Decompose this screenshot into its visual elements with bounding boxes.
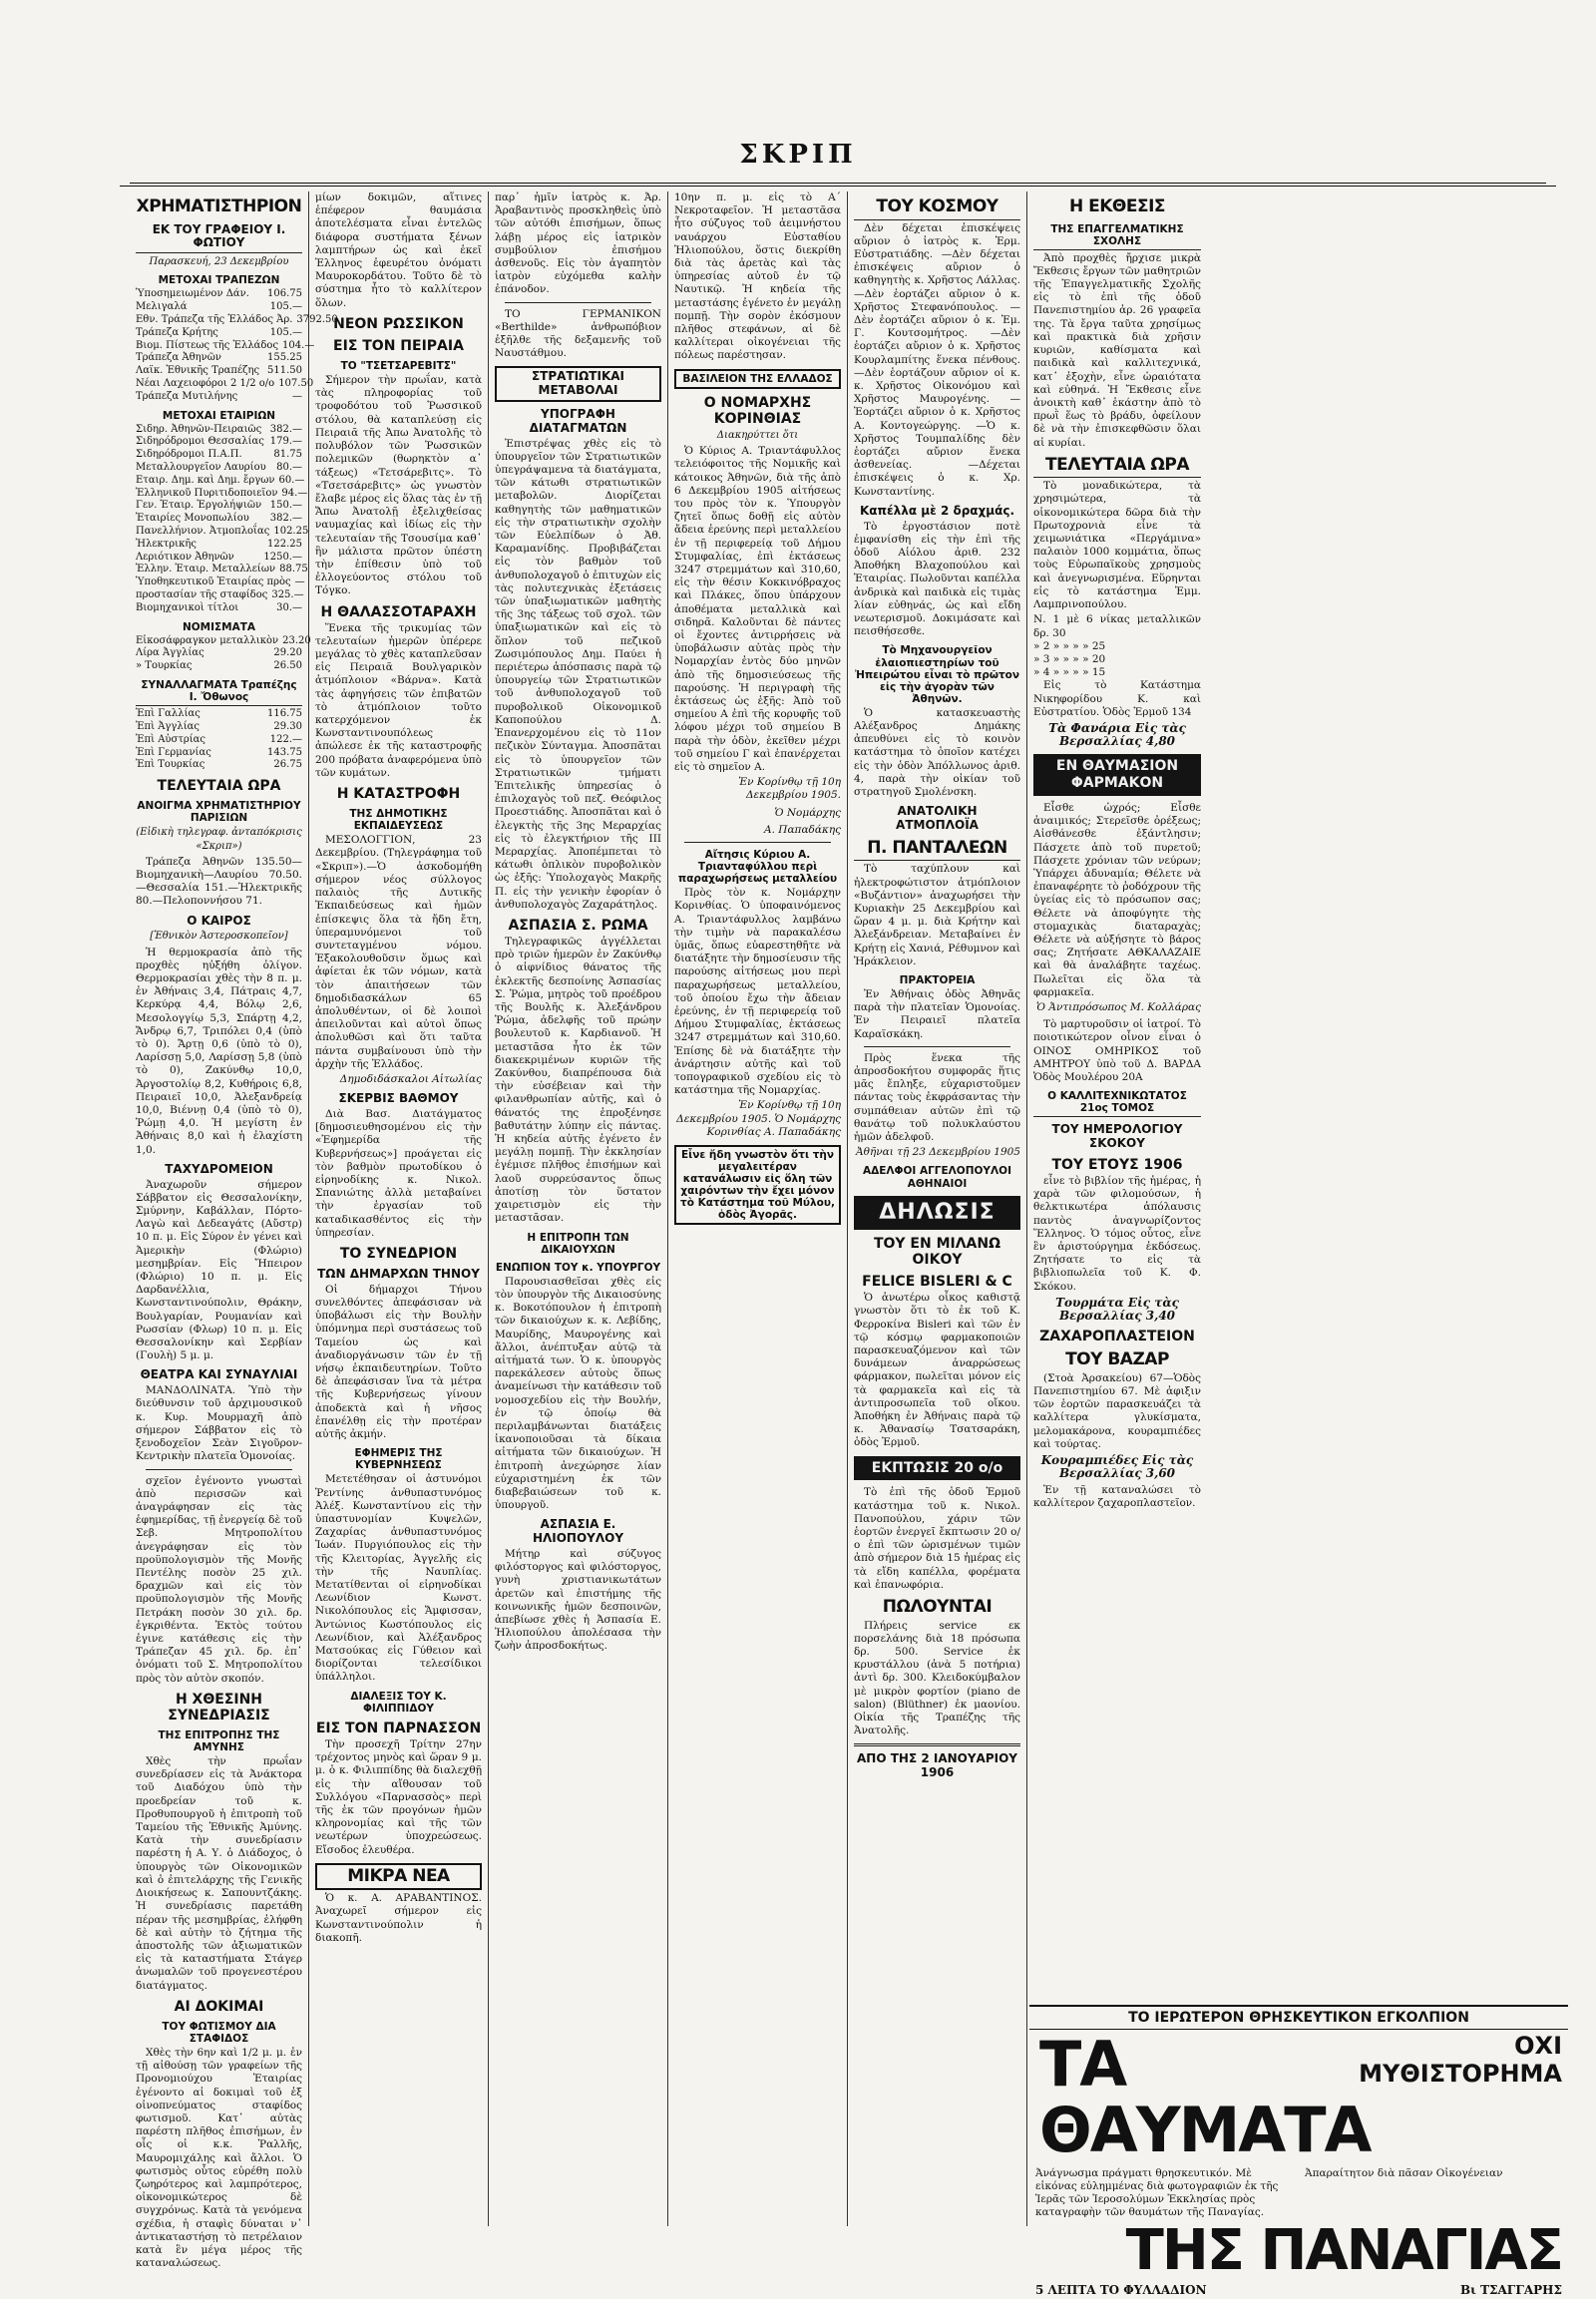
declaration-title: ΔΗΛΩΣΙΣ [854, 1196, 1020, 1230]
company-share-row [136, 564, 308, 576]
military-text: Ἐπιστρέψας χθὲς εἰς τὸ ὑπουργεῖον τῶν Στρατιωτικῶν ὑπεγράψαμενα τὰ διατάγματα, τῶν κάτωθι στρατιωτικῶν μεταβολῶν. Διορίζεται καθηγητὴς τῶν μαθηματικῶν εἰς τὴν στρατιωτικὴν σχολὴν τῶν Εὐελπίδων ὁ Ἀθ. Καραμανίδης. Προβιβάζεται εἰς τὸν βαθμὸν τοῦ ἀνθυπολοχαγοῦ ὁ ἐπιτυχὼν εἰς τὰς πολυτεχνικὰς ἐξετάσεις τῶν ὑπαξιωματικῶν μαθητὴς τῆς 3ης τάξεως τοῦ σχολ. τῶν ὑπαξιωματικῶν καὶ εἰς τὸ ὅπλον τοῦ πεζικοῦ Ζωσιμόπουλος Δημ. Παύει ἡ περιέτερω ἀπόσπασις παρὰ τῷ ὑπουργείῳ τῶν Στρατιωτικῶν τοῦ ἀνθυπολοχαγοῦ τοῦ πυροβολικοῦ Οἰκονομικοῦ Καποπούλου Δ. Ἐπανερχομένου εἰς τὸ 11ον πεζικὸν Σύνταγμα. Ἀποσπᾶται εἰς τὸ ὑπουργεῖον τῶν Στρατιωτικῶν τμήματι Ἐπιτελικῆς ὑπηρεσίας ὁ ἐπιλοχαγὸς τοῦ πεζ. Θεόφιλος Προεστιάδης. Ἀποσπᾶται καὶ ὁ ἐλεγκτὴς τῆς 3ης Μεραρχίας εἰς τὸ ἐλεγκτήριον τῆς ΙΙΙ Μεραρχίας. Ἀποπέμπεται τὸ κάτωθι ὁπλικὸν πυροβολικὸν ὡς ἑξῆς: Ὑπολοχαγὸς Μακρῆς Π. εἰς τὴν γενικὴν ἐφορίαν ὁ ἀνθυπολοχαγὸς Ζαχαράτηλος. [495, 437, 661, 911]
stock-exchange-source: ΕΚ ΤΟΥ ΓΡΑΦΕΙΟΥ Ι. ΦΩΤΙΟΥ [136, 223, 302, 254]
bank-share-value: 3792.50 [296, 314, 338, 325]
company-share-label: Ἑλληνικοῦ Πυριτιδοποιεῖον [136, 487, 278, 499]
miracles-ad-left [1029, 2028, 1371, 2166]
miracles-ad-foot [1029, 2281, 1568, 2299]
shipping-company: Π. ΠΑΝΤΑΛΕΩΝ [854, 839, 1020, 862]
divider [684, 842, 831, 843]
bank-share-label: Ὑποσημειωμένον Δάν. [136, 288, 249, 300]
bank-share-row [136, 365, 302, 378]
coin-row [136, 647, 302, 660]
column-5 [848, 192, 1027, 2226]
bank-share-row [136, 352, 302, 365]
prefect-sig-title: Ὁ Νομάρχης [774, 806, 841, 819]
committee-title: Η ΕΠΙΤΡΟΠΗ ΤΩΝ ΔΙΚΑΙΟΥΧΩΝ [527, 1231, 629, 1256]
medicine-title: ΕΝ ΘΑΥΜΑΣΙΟΝ ΦΑΡΜΑΚΟΝ [1033, 754, 1201, 796]
company-share-row [136, 513, 302, 526]
lecture-title: ΔΙΑΛΕΞΙΣ ΤΟΥ Κ. ΦΙΛΙΠΠΙΔΟΥ [350, 1690, 447, 1715]
small-news-title: ΜΙΚΡΑ ΝΕΑ [315, 1863, 482, 1891]
masthead-rule-thin [120, 186, 1556, 187]
company-share-label: Ἑταιρίες Μονοπωλίου [136, 513, 249, 525]
bank-share-row [136, 339, 315, 353]
prefect-subtitle: Διακηρύττει ὅτι [716, 429, 799, 441]
hats-title: Καπέλλα μὲ 2 δραχμάς. [859, 503, 1015, 518]
school-text: ΜΕΣΟΛΟΓΓΙΟΝ, 23 Δεκεμβρίου. (Τηλεγράφημα τοῦ «Σκριπ»).—Ὁ ἀσκοδομήθη σήμερον νέος σύλλογος παλαιὸς τῆς Δυτικῆς Ἐκπαιδεύσεως καὶ ἡμῶν ἐπίσκεψις ὅλα τὰ ἤδη ἔτη, ὑπεραμυνόμενοι τοῦ συντεταγμένου νόμου. Ἐξακολουθοῦσιν ὅμως καὶ ἀφίεται ἐκ τῶν νόμων, κατὰ τὸν ἀπαιτήσεων τῶν δημοδιδασκάλων 65 ἀπολυθέντων, οἱ δὲ λοιποὶ ἀπειλοῦνται καὶ αὐτοὶ ὅπως ἀπολυθῶσι καὶ ὅτι ταῦτα πάντα συμβαίνουσι ὑπὸ τὴν ἀρχὴν τῆς Ἑλλάδος. [315, 834, 482, 1070]
gazette-text: Μετετέθησαν οἱ ἀστυνόμοι Ῥεντίνης ἀνθυπαστυνόμος Ἀλέξ. Κωνσταντίνου εἰς τὴν ὑπαστυνομίαν Κυψελῶν, Ζαχαρίας ἀνθυπαστυνόμος Ἰωάν. Πυργιόπουλος εἰς τὴν τῆς Κλειτορίας, Ἀγγελῆς εἰς τὴν τῆς Ναυπλίας. Μετατίθενται οἱ εἰρηνοδίκαι Λεωνίδιον Κωνστ. Νικολόπουλος εἰς Ἄμφισσαν, Ἀντώνιος Κωστόπουλος εἰς Λεωνίδιον, καὶ Ἀλέξανδρος Ματσούκας εἰς Γύθειον καὶ διορίζονται τελεσίδικοι ὑπάλληλοι. [315, 1473, 482, 1684]
bazaar-subtitle: ΤΟΥ ΒΑΖΑΡ [1065, 1349, 1169, 1370]
coin-value: 23.20 [282, 634, 311, 646]
bank-shares-table [136, 288, 338, 403]
thanks-date: Ἀθῆναι τῇ 23 Δεκεμβρίου 1905 [856, 1146, 1020, 1159]
declaration-subtitle: ΤΟΥ ΕΝ ΜΙΛΑΝΩ ΟΙΚΟΥ [873, 1235, 1001, 1269]
prefect-place: Ἐν Κορίνθῳ τῇ 10η Δεκεμβρίου 1905. [738, 776, 841, 802]
mine-request-text: Πρὸς τὸν κ. Νομάρχην Κορινθίας. Ὁ ὑποφαινόμενος Α. Τριαντάφυλλος λαμβάνω τὴν τιμὴν νὰ παρακαλέσω ὑμᾶς, ὅπως εὐαρεστηθῆτε νὰ διατάξητε τὴν δημοσίευσιν τῆς παρούσης αἰτήσεως μου περὶ παραχωρήσεως μεταλλείου, τοῦ ὁποίου ἔχω τὴν ἄδειαν ἐρεύνης, ἐν τῇ περιφερείᾳ τοῦ Δήμου Στυμφαλίας, ἐκτάσεως 3247 στρεμμάτων καὶ 310,60. Ἐπίσης δὲ νὰ διατάξητε τὴν ἀνάρτησιν αὐτῆς καὶ τοῦ τοπογραφικοῦ σχεδίου εἰς τὸ κατάστημα τῆς Νομαρχίας. [674, 887, 841, 1097]
russian-ship-text: Σήμερον τὴν πρωΐαν, κατὰ τὰς πληροφορίας τοῦ τροφοδότου τοῦ Ῥωσσικοῦ στόλου, θὰ καταπλεύσῃ εἰς Πειραιᾶ τῆς Ἀπω Ἀνατολῆς τὸ πολυβόλον τῶν Ῥωσσικῶν πολεμικῶν (θωρηκτὸν α᾿ τάξεως) «Τετσάρεβιτς». Τὸ «Τσετσάρεβιτς» ὡς γνωστὸν ἔλαβε μέρος εἰς ὅλας τὰς ἐν τῇ Ἄπω Ἀνατολῇ ἐξελιχθείσας ναυμαχίας καὶ ἰδίως εἰς τὴν τελευταίαν τῆς Τσουσίμα καθ᾿ ἣν μάλιστα πρῶτον ὑπέστη τὴν ἐπίθεσιν ὑπὸ τοῦ ἐλλογεύοντος στόλου τοῦ Τόγκο. [315, 374, 482, 597]
fx-value: 26.75 [273, 759, 302, 771]
weather-source: [Ἐθνικὸν Ἀστεροσκοπεῖον] [150, 931, 288, 943]
company-share-value: 122.25 [267, 538, 302, 550]
fx-value: 143.75 [267, 746, 302, 758]
bank-share-row [136, 314, 338, 327]
lottery-line: » 4 » » » » 15 [1033, 666, 1106, 679]
coin-label: Λίρα Ἀγγλίας [136, 647, 204, 659]
bazaar-note: Ἐν τῇ καταναλώσει τὸ καλλίτερον ζαχαροπλαστεῖον. [1033, 1483, 1201, 1509]
miracles-ad-publisher: Βι ΤΣΑΓΓΑΡΗΣ [1459, 2283, 1562, 2297]
funeral-text: 10ην π. μ. εἰς τὸ Α΄ Νεκροταφεῖον. Ἡ μεταστᾶσα ἦτο σύζυγος τοῦ ἀειμνήστου ναυάρχου Εὐσταθίου Ἠλιοπούλου, ὅστις διεκρίθη διὰ τὰς ἀρετὰς καὶ τὰς ὑπηρεσίας αὐτοῦ ἐν τῷ Ναυτικῷ. Ἡ κηδεία τῆς μεταστάσης ἐγένετο ἐν μεγάλῃ πομπῇ. Τὴν σορὸν ἐκόσμουν πλῆθος στεφάνων, αἱ δὲ καλλίτεραι οἰκογένειαι τῆς πόλεως παρέστησαν. [674, 192, 841, 362]
bank-share-label: Νέαι Λαχειοφόροι 2 1/2 ο/ο [136, 377, 275, 389]
company-share-label: Λεριότικον Ἀθηνῶν [136, 551, 234, 563]
company-share-row [136, 474, 305, 488]
bank-share-row [136, 327, 302, 340]
fx-label: Ἐπὶ Γερμανίας [136, 746, 211, 758]
hats-text: Τὸ ἐργοστάσιον ποτὲ ἐμφανίσθη εἰς τὴν ἐπὶ τῆς ὁδοῦ Αἰόλου ἀριθ. 232 Ἀποθήκη Βλαχοπούλου καὶ Ἑταιρίας. Πωλοῦνται καπέλλα ἀνδρικὰ καὶ παιδικὰ εἰς τιμὰς λίαν εὐθηνάς, ὡς καὶ εἴδη νεωτερισμοῦ. Δοκιμάσατε καὶ πεισθήσεσθε. [854, 520, 1020, 638]
calendar-text: εἶνε τὸ βιβλίον τῆς ἡμέρας, ἡ χαρὰ τῶν φιλομούσων, ἡ θελκτικωτέρα ἀπόλαυσις παντὸς ἀναγνωρίζοντος Ἕλληνος. Ὁ τόμος οὗτος, εἶνε ἓν ἀριστούργημα ἐκδόσεως. Ζητήσατε το εἰς τὰ βιβλιοπωλεῖα τοῦ Κ. Φ. Σκόκου. [1033, 1175, 1201, 1293]
last-hour-ad-title: ΤΕΛΕΥΤΑΙΑ ΩΡΑ [1033, 456, 1201, 479]
military-title: ΣΤΡΑΤΙΩΤΙΚΑΙ ΜΕΤΑΒΟΛΑΙ [495, 366, 661, 402]
calendar-year: ΤΟΥ ΕΤΟΥΣ 1906 [1051, 1156, 1183, 1173]
for-sale-text: Πλήρεις service εκ πορσελάνης διὰ 18 πρόσωπα δρ. 500. Service ἐκ κρυστάλλου (ἀνὰ 5 ποτήρια) ἀντὶ δρ. 300. Κλειδοκύμβαλον μὲ μικρὸν φορτίον (piano de salon) (Blüthner) ἐκ μαονίου. Οἰκία τῆς Τραπέζης τῆς Ἀνατολῆς. [854, 1619, 1020, 1737]
bank-share-row [136, 288, 302, 301]
medicine-sig: Ὁ Ἀντιπρόσωπος Μ. Κολλάρας [1036, 1000, 1201, 1013]
paris-exchange-title: ΑΝΟΙΓΜΑ ΧΡΗΜΑΤΙΣΤΗΡΙΟΥ ΠΑΡΙΣΙΩΝ [137, 800, 301, 825]
company-share-label: Μεταλλουργεῖον Λαυρίου [136, 462, 266, 474]
company-share-label: Σιδηρ. Ἀθηνῶν-Πειραιῶς [136, 423, 262, 435]
small-news-text: Ὁ κ. Α. ΑΡΑΒΑΝΤΙΝΟΣ. Ἀναχωρεῖ σήμερον εἰς Κωνσταντινούπολιν ἡ διακοπῆ. [315, 1892, 482, 1944]
paris-exchange-text: Τράπεζα Ἀθηνῶν 135.50—Βιομηχανικὴ—Λαυρίου 70.50.—Θεσσαλία 151.—Ἠλεκτρικῆς 80.—Πελοποννήσου 71. [136, 855, 302, 908]
stock-exchange-title: ΧΡΗΜΑΤΙΣΤΗΡΙΟΝ [136, 196, 302, 216]
miracles-ad-right [1299, 2030, 1568, 2165]
company-share-row [136, 487, 308, 501]
company-share-value: 102.25 [273, 526, 309, 538]
raisin-title: ΑΙ ΔΟΚΙΜΑΙ [174, 1998, 264, 2015]
fx-label: Ἐπὶ Γαλλίας [136, 708, 200, 720]
company-share-value: 88.75 [279, 564, 308, 575]
council-subtitle: ΤΩΝ ΔΗΜΑΡΧΩΝ ΤΗΝΟΥ [317, 1267, 480, 1282]
defense-text: Χθὲς τὴν πρωΐαν συνεδρίασεν εἰς τὰ Ἀνάκτορα τοῦ Διαδόχου ὑπὸ τὴν προεδρείαν τοῦ κ. Προθυπουργοῦ ἡ ἐπιτροπὴ τοῦ Ταμείου τῆς Ἐθνικῆς Ἀμύνης. Κατὰ τὴν συνεδρίασιν παρέστη ἡ Α. Υ. ὁ Διάδοχος, ὁ ὑπουργὸς τῶν Οἰκονομικῶν καὶ ὁ ἐπιτελάρχης τῆς Γενικῆς Διοικήσεως κ. Σαπουντζάκης. Ἡ συνεδρίασις παρετάθη πέραν τῆς μεσημβρίας, ἐλήφθη δὲ καὶ αὐτὴν τὸ ζήτημα τῆς ἀποστολῆς τῶν ἀξιωματικῶν εἰς τὰ καταστήματα Στάγερ ἀνωμαλῶν τοῦ προγενεστέρου διατάγματος. [136, 1755, 302, 1992]
company-share-row [136, 526, 309, 539]
society-text: Δὲν δέχεται ἐπισκέψεις αὔριον ὁ ἰατρὸς κ. Ἑρμ. Εὐστρατιάδης. —Δὲν δέχεται ἐπισκέψεις αὔριον ὁ καθηγητὴς κ. Χρῆστος Λάλλας. —Δὲν ἑορτάζει αὔριον ὁ κ. Χρῆστος Στεφανόπουλος. —Δὲν ἑορτάζει αὔριον ὁ κ. Ἐμ. Γ. Κουτσομήτρος. —Δὲν ἑορτάζει αὔριον ὁ κ. Χρῆστος Κουρλαμπίτης ἕνεκα πένθους. —Δὲν ἑορτάζουν αὔριον οἱ κ. κ. Χρῆστος Οἰκονόμου καὶ Χρῆστος Μαυρογένης. —Ἑορτάζει αὔριον ὁ κ. Χρῆστος Α. Κοντογεώργης. —Ὁ κ. Χρῆστος Τουμπαλίδης δὲν ἑορτάζει αὔριον ἕνεκα ἀσθενείας. —Δέχεται ἐπισκέψεις ὁ κ. Χρ. Κωνσταντίνης. [854, 221, 1020, 498]
raisin-text: Χθὲς τὴν 6ην καὶ 1/2 μ. μ. ἐν τῇ αἰθούσῃ τῶν γραφείων τῆς Προνομιούχου Ἑταιρίας ἐγένοντο αἱ δοκιμαὶ τοῦ ἐξ οἰνοπνεύματος σταφίδος φωτισμοῦ. Κατ᾿ αὐτὰς παρέστη πλῆθος ἐπισήμων, ἐν οἷς οἱ κ.κ. Ῥαλλῆς, Μαυρομιχάλης καὶ ἄλλοι. Ὁ φωτισμὸς οὗτος εὐρέθη πολὺ ζωηρότερος καὶ λαμπρότερος, οἰκονομικώτερος δὲ συγχρόνως. Κατὰ τὰ γενόμενα σχέδια, ἡ σταφὶς δύναται ν᾿ ἀντικαταστήσῃ τὸ πετρέλαιον κατὰ ἓν μέγα μέρος τῆς καταναλώσεως. [136, 2046, 302, 2270]
company-share-value: 30.— [276, 601, 302, 613]
council-text: Οἱ δήμαρχοι Τήνου συνελθόντες ἀπεφάσισαν νὰ ὑποβάλωσι εἰς τὴν Βουλὴν ὑπόμνημα περὶ συστάσεως τοῦ Ταμείου ὡς καὶ ἀναδιοργάνωσιν τῶν ἐν τῇ νήσῳ ἐκπαιδευτηρίων. Τοῦτο δὲ ἀπεφάσισαν ἵνα τὰ μέτρα τῆς Κυβερνήσεως γίνουν ἀποδεκτὰ καὶ ἡ νῆσος ἐπανέλθῃ εἰς τὴν προτέραν αὐτῆς ἀκμήν. [315, 1283, 482, 1441]
miracles-advertisement [1029, 2005, 1568, 2297]
lamp-text: μίων δοκιμῶν, αἵτινες ἐπέφερον θαυμάσια ἀποτελέσματα εἶναι ἐντελῶς διάφορα συστήματα ξένων λαμπτήρων ὡς καὶ ἐκεῖ Ἐλληνος ἐφευρέτου ὀνόματι Μαυροκορδάτου. Τοῦτο δὲ τὸ σύστημα ἦτο τὸ καλλίτερον ὅλων. [315, 192, 482, 309]
prefect-text: Ὁ Κύριος Α. Τριαντάφυλλος τελειόφοιτος τῆς Νομικῆς καὶ κάτοικος Ἀθηνῶν, διὰ τῆς ἀπὸ 6 Δεκεμβρίου 1905 αἰτήσεως του πρὸς τὸν κ. Ὑπουργὸν ζητεῖ ὅπως δοθῇ εἰς αὐτὸν ἄδεια ἐρεύνης περὶ μεταλλείου ἐν τῇ περιφερείᾳ τοῦ Δήμου Στυμφαλίας, ἐπὶ ἐκτάσεως 3247 στρεμμάτων καὶ 310,60, εἰς τὴν θέσιν Κοκκινόβραχος καὶ Πλάκες, ὅπου ὑπάρχουν ἀποθέματα μεταλλικὰ καὶ σιδηρᾶ. Καλοῦνται δὲ πάντες οἱ ἔχοντες ἀντιρρήσεις νὰ ὑποβάλωσιν αὐτὰς πρὸς τὴν Νομαρχίαν ἐντὸς δύο μηνῶν ἀπὸ τῆς δημοσιεύσεως τῆς παρούσης. Ἡ περιγραφὴ τῆς ἐκτάσεως ὡς ἑξῆς: Ἀπὸ τοῦ σημείου Α ἐπὶ τῆς κορυφῆς τοῦ λόφου μέχρι τοῦ σημείου Β παρὰ τὴν ὁδὸν, ἐκεῖθεν μέχρι τοῦ σημείου Γ καὶ ἐπανέρχεται εἰς τὸ σημεῖον Α. [674, 445, 841, 773]
defense-title: Η ΧΘΕΣΙΝΗ ΣΥΝΕΔΡΙΑΣΙΣ [168, 1691, 270, 1724]
company-share-value: 94.— [281, 487, 308, 499]
mail-title: ΤΑΧΥΔΡΟΜΕΙΟΝ [165, 1161, 273, 1176]
pastry-price-2: Κουραμπιέδες Εἰς τὰς Βερσαλλίας 3,60 [1040, 1453, 1194, 1481]
company-shares-heading: ΜΕΤΟΧΑΙ ΕΤΑΙΡΙΩΝ [162, 409, 276, 422]
divider [146, 1469, 292, 1470]
mill-box: Εἶνε ἤδη γνωστὸν ὅτι τὴν μεγαλειτέραν κατανάλωσιν εἰς ὅλη τῶν χαιρόντων τὴν ἔχει μόνον τὸ Κατάστημα τοῦ Μύλου, ὁδὸς Ἀγορᾶς. [674, 1145, 841, 1225]
exhibition-subtitle: ΤΗΣ ΕΠΑΓΓΕΛΜΑΤΙΚΗΣ ΣΧΟΛΗΣ [1033, 223, 1201, 250]
lottery-list [1033, 613, 1201, 679]
bank-share-value: — [292, 390, 302, 402]
column-2 [309, 192, 489, 2226]
pastry-price-1: Τουρμάτα Εἰς τὰς Βερσαλλίας 3,40 [1055, 1295, 1179, 1324]
fx-label: Ἐπὶ Ἀγγλίας [136, 720, 200, 732]
bank-shares-heading: ΜΕΤΟΧΑΙ ΤΡΑΠΕΖΩΝ [158, 274, 280, 287]
thanks-text: Πρὸς ἕνεκα τῆς ἀπροσδοκήτου συμφορᾶς ἥτις μᾶς ἔπληξε, εὐχαριστοῦμεν πάντας τοὺς ἐκφράσαντας τὴν συμπάθειαν αὐτῶν ἐπὶ τῷ θανάτῳ τοῦ πολυκλαύστου ἡμῶν ἀδελφοῦ. [854, 1051, 1020, 1144]
bank-share-label: Βιομ. Πίστεως τῆς Ἑλλάδος [136, 339, 279, 351]
discount-title: ΕΚΠΤΩΣΙΣ 20 ο/ο [854, 1456, 1020, 1481]
coin-value: 26.50 [273, 660, 302, 672]
bank-share-label: Τράπεζα Ἀθηνῶν [136, 352, 221, 364]
fx-row [136, 734, 302, 747]
donation-text: σχεῖον ἐγένοντο γνωσταὶ ἀπὸ περισσῶν καὶ ἀναγράφησαν εἰς τὰς ἐφημερίδας, τῇ ἐνεργείᾳ δὲ τοῦ Σεβ. Μητροπολίτου ἀνεγράφησαν εἰς τὸν προϋπολογισμὸν τῆς Μονῆς Πεντέλης ποσὸν 25 χιλ. δραχμῶν καὶ εἰς τὸν προϋπολογισμὸν τῆς Μονῆς Πετράκη ποσὸν 30 χιλ. δρ. ἐγκριθέντα. Ἐκτὸς τούτου ἐγινε κατάθεσις εἰς τὴν Τράπεζαν 45 χιλ. δρ. ἐπ᾿ ὀνόματι τοῦ Σ. Μητροπολίτου πρὸς τὸν αὐτὸν σκοπόν. [136, 1474, 302, 1685]
stock-exchange-date: Παρασκευή, 23 Δεκεμβρίου [149, 256, 289, 268]
promotion-text: Διὰ Βασ. Διατάγματος [δημοσιευθησομένου εἰς τὴν «Ἐφημερίδα τῆς Κυβερνήσεως»] προάγεται εἰς τὸν βαθμὸν πρωτοδίκου ὁ εἰρηνοδίκης κ. Νικολ. Σπανιώτης ἀλλὰ μεταβαίνει τὴν ἐργασίαν τοῦ καταδικασθέντος εἰς τὴν ὑπηρεσίαν. [315, 1107, 482, 1239]
bank-share-value: 155.25 [267, 352, 302, 364]
fx-heading: ΣΥΝΑΛΛΑΓΜΑΤΑ Τραπέζης Ι. Ὄθωνος [136, 679, 302, 706]
miracles-ad-big-left: ΤΑ ΘΑΥΜΑΤΑ [1039, 2028, 1371, 2166]
company-share-value: 179.— [269, 436, 302, 448]
paris-exchange-note: (Εἰδικὴ τηλεγραφ. ἀνταπόκρισις «Σκριπ») [136, 827, 302, 852]
bank-share-label: Λαϊκ. Ἐθνικῆς Τραπέζης [136, 365, 260, 377]
thanks-signature: ΑΔΕΛΦΟΙ ΑΓΓΕΛΟΠΟΥΛΟΙ ΑΘΗΝΑΙΟΙ [863, 1165, 1011, 1190]
coin-label: » Τουρκίας [136, 660, 193, 672]
bank-share-label: Τράπεζα Κρήτης [136, 326, 218, 338]
workshop-text: Ὁ κατασκευαστὴς Αλέξανδρος Δημάκης ἀπευθύνει εἰς τὸ κοινὸν κατάστημα τὸ ὁποῖον κατέχει εἰς τὴν ὁδὸν Ἀπόλλωνος ἀριθ. 4, παρὰ τὴν οἰκίαν τοῦ στρατηγοῦ Σμολένσκη. [854, 706, 1020, 798]
company-share-row [136, 576, 305, 589]
company-share-label: Γεν. Ἑταιρ. Ἐργολήψιῶν [136, 500, 262, 512]
bank-share-label: Εθν. Τράπεζα τῆς Ἑλλάδος Ἀρ. [136, 314, 293, 325]
workshop-title: Τὸ Μηχανουργεῖον ἐλαιοπιεστηρίων τοῦ Ἠπειρώτου εἶναι τὸ πρῶτον εἰς τὴν ἀγορὰν τῶν Ἀθηνῶν. [854, 644, 1020, 705]
column-4 [668, 192, 848, 2226]
divider [864, 1046, 1010, 1047]
school-title: Η ΚΑΤΑΣΤΡΟΦΗ [336, 786, 461, 803]
coin-row [136, 660, 302, 673]
exhibition-title: Η ΕΚΘΕΣΙΣ [1068, 196, 1166, 216]
bank-share-value: 105.— [269, 301, 302, 313]
company-share-row [136, 436, 302, 449]
miracles-ad-top: ΤΟ ΙΕΡΩΤΕΡΟΝ ΘΡΗΣΚΕΥΤΙΚΟΝ ΕΓΚΟΛΠΙΟΝ [1029, 2007, 1568, 2030]
company-share-value: 382.— [269, 513, 302, 525]
miracles-ad-left-text: Ἀνάγνωσμα πράγματι θρησκευτικόν. Μὲ εἰκόνας εὐλημμένας διὰ φωτογραφιῶν ἐκ τῆς Ἱερᾶς τῶν Ἱεροσολύμων Ἐκκλησίας πρὸς καταγραφὴν τῶν θαυμάτων τῆς Παναγίας. [1035, 2167, 1279, 2218]
promotion-title: ΣΚΕΡΒΙΣ ΒΑΘΜΟΥ [338, 1091, 459, 1106]
company-share-label: Σιδηρόδρομοι Π.Α.Π. [136, 449, 242, 461]
lottery-line: Ν. 1 μὲ 6 νίκας μεταλλικῶν δρ. 30 [1033, 613, 1201, 639]
committee-text: Παρουσιασθεῖσαι χθὲς εἰς τὸν ὑπουργὸν τῆς Δικαιοσύνης κ. Βοκοτόπουλον ἡ ἐπιτροπὴ τῶν δικαιούχων κ. κ. Λεβίδης, Μαυρίδης, Μαυρογένης καὶ ἄλλοι, ἀνέπτυξαν αὐτῷ τὰ αἰτήματά των. Ὁ κ. ὑπουργὸς παρεκάλεσεν αὐτοὺς ὅπως ἀναμείνωσι τὴν κατάθεσιν τοῦ νομοσχεδίου εἰς τὴν Βουλήν, ἐν τῷ ὁποίῳ θὰ περιλαμβάνωνται διατάξεις ἱκανοποιοῦσαι τὰ δίκαια αἰτήματα τῶν δικαιούχων. Ἡ ἐπιτροπὴ ἀνεχώρησε λίαν εὐχαριστημένη ἐκ τῶν διαβεβαιώσεων τοῦ κ. ὑπουργοῦ. [495, 1275, 661, 1512]
company-share-row [136, 449, 302, 462]
last-hour-ad-text: Τὸ μοναδικώτερα, τὰ χρησιμώτερα, τὰ οἰκονομικώτερα δῶρα διὰ τὴν Πρωτοχρονιὰ εἶνε τὰ χειμωνιάτικα «Περγάμινα» παλαιὸν 1000 κομμάτια, ὅπως τοὺς Εὐρωπαϊκοὺς χρησμοὺς καὶ ἀνεγνωρισμένα. Εὕρηνται εἰς τὸ κατάστημα Ἐμμ. Λαμπρινοπούλου. [1033, 480, 1201, 611]
school-signature: Δημοδιδάσκαλοι Αἰτωλίας [339, 1072, 482, 1085]
bank-share-value: 511.50 [267, 365, 302, 377]
aspasia-iliopoulou-text: Μήτηρ καὶ σύζυγος φιλόστοργος καὶ φιλόστοργος, γυνὴ χριστιανικωτάτων ἀρετῶν καὶ ἐπιστήμης τῆς κοινωνικῆς ἡμῶν δεσποινῶν, ἀπεβίωσε χθὲς ἡ Ἀσπασία Ε. Ἠλιοπούλου ἀπολέσασα τὴν ζωὴν ἀπροσδοκήτως. [495, 1547, 661, 1653]
bank-share-row [136, 391, 302, 404]
fx-label: Ἐπὶ Τουρκίας [136, 759, 205, 771]
calendar-title: Ο ΚΑΛΛΙΤΕΧΝΙΚΩΤΑΤΟΣ 21ος ΤΟΜΟΣ [1033, 1090, 1201, 1117]
masthead-title: ΣΚΡΙΠ [739, 140, 857, 170]
aspasia-roma-title: ΑΣΠΑΣΙΑ Σ. ΡΩΜΑ [508, 917, 648, 934]
defense-subtitle: ΤΗΣ ΕΠΙΤΡΟΠΗΣ ΤΗΣ ΑΜΥΝΗΣ [158, 1728, 280, 1753]
company-share-label: Ἑλλην. Ἑταιρ. Μεταλλείων [136, 564, 276, 575]
discount-text: Τὸ ἐπὶ τῆς ὁδοῦ Ἑρμοῦ κατάστημα τοῦ κ. Νικολ. Πανοπούλου, χάριν τῶν ἑορτῶν ἐνεργεῖ ἔκπτωσιν 20 ο/ο ἐπὶ τῶν ὡρισμένων τιμῶν ἀπὸ σήμερον διὰ 15 ἡμέρας εἰς τὰ εἴδη καπέλλα, φορέματα καὶ ἐπανωφόρια. [854, 1486, 1020, 1591]
medicine-text: Εἶσθε ὠχρός; Εἶσθε ἀναιμικός; Στερεῖσθε ὀρέξεως; Αἰσθάνεσθε ἐξάντλησιν; Πάσχετε ἀπὸ τοῦ πυρετοῦ; Πάσχετε χρόνιαν τῶν νεύρων; Ὑπάρχει ἀδυναμία; Θέλετε νὰ ἐπαναφέρητε τὸ ῥοδόχρουν τῆς ὑγείας εἰς τὸ πρόσωπον σας; Θέλετε νὰ ἀποφύγητε τὴς στομαχικὰς διαταραχὰς; Θέλετε νὰ αὐξήσητε τὸ βάρος σας; Ζητήσατε ΑΘΚΑΛΑΖΑΙΕ καὶ θὰ ἀναλάβητε ταχέως. Πωλεῖται εἰς ὅλα τὰ φαρμακεῖα. [1033, 801, 1201, 998]
miracles-ad-row-2 [1029, 2165, 1568, 2221]
company-share-label: Ἠλεκτρικῆς [136, 538, 197, 550]
last-hour-title: ΤΕΛΕΥΤΑΙΑ ΩΡΑ [157, 778, 281, 795]
fx-row [136, 721, 302, 734]
company-share-value: 81.75 [273, 449, 302, 461]
company-share-label: Σιδηρόδρομοι Θεσσαλίας [136, 436, 264, 448]
company-share-value: 80.— [276, 462, 302, 474]
company-share-label: Πανελλήνιον. Ἀτμοπλοΐας [136, 526, 270, 538]
column-3 [489, 192, 668, 2226]
miracles-ad-row [1029, 2030, 1568, 2165]
aspasia-roma-text: Τηλεγραφικῶς ἀγγέλλεται πρὸ τριῶν ἡμερῶν ἐν Ζακύνθῳ ὁ αἰφνίδιος θάνατος τῆς ἐκλεκτῆς δεσποίνης Ἀσπασίας Σ. Ῥώμα, μητρὸς τοῦ προέδρου τῆς Βουλῆς κ. Ἀλεξάνδρου Ῥώμα, ἀδελφῆς τοῦ πρώην βουλευτοῦ κ. Καρδιανοῦ. Ἡ μεταστᾶσα ἦτο ἐκ τῶν διακεκριμένων κυριῶν τῆς Ζακύνθου, διαπρέπουσα διὰ τὴν εὐσέβειαν καὶ τὴν φιλανθρωπίαν αὐτῆς, καὶ ὁ θάνατός της ἐπροξένησε βαθυτάτην λύπην εἰς πάντας. Ἡ κηδεία αὐτῆς ἐγένετο ἐν μεγάλῃ πομπῇ. Τὴν ἐκκλησίαν ἐγέμισε πλῆθος ἐπισήμων καὶ λαοῦ συρρεύσαντος ὅπως ἀποτίσῃ τὸν ὕστατον χαιρετισμὸν εἰς τὴν μεταστᾶσαν. [495, 936, 661, 1225]
calendar-subtitle: ΤΟΥ ΗΜΕΡΟΛΟΓΙΟΥ ΣΚΟΚΟΥ [1051, 1122, 1183, 1151]
company-share-value: 382.— [269, 423, 302, 435]
company-share-value: 60.— [278, 474, 305, 486]
fx-row [136, 747, 302, 760]
wine-text: Τὸ μαρτυροῦσιν οἱ ἰατροί. Τὸ ποιοτικώτερον οἶνον εἶναι ὁ ΟΙΝΟΣ ΟΜΗΡΙΚΟΣ τοῦ ΑΜΗΤΡΟΥ ὑπὸ τοῦ Δ. ΒΑΡΔΑ Ὁδὸς Μουλέρου 20Α [1033, 1018, 1201, 1083]
shipping-text: Τὸ ταχύπλουν καὶ ἠλεκτροφώτιστον ἀτμόπλοιον «Βυζάντιον» ἀναχωρήσει τὴν Κυριακὴν 25 Δεκεμβρίου καὶ ὥραν 4 μ. μ. διὰ Κρήτην καὶ Ἀλεξάνδρειαν. Μεταβαίνει ἐν Κρήτῃ εἰς Χανιά, Ρέθυμνον καὶ Ἡράκλειον. [854, 863, 1020, 967]
kingdom-title: ΒΑΣΙΛΕΙΟΝ ΤΗΣ ΕΛΛΑΔΟΣ [674, 369, 841, 389]
lecture-subtitle: ΕΙΣ ΤΟΝ ΠΑΡΝΑΣΣΟΝ [315, 1720, 482, 1736]
company-share-label: προστασίαν τῆς σταφίδος [136, 589, 268, 600]
declaration-text: Ὁ ἀνωτέρω οἶκος καθιστᾷ γνωστὸν ὅτι τὸ ἐκ τοῦ Κ. Φερροκίνα Bisleri καὶ τῶν ἐν τῷ κόσμῳ φαρμακοποιῶν παρασκευαζόμενον καὶ τῶν δυνάμεων ἀναρρώσεως φάρμακον, πωλεῖται μόνον εἰς τὰ φαρμακεῖα καὶ εἰς τὰ ἀντιπροσωπεῖα τοῦ οἴκου. Ἀποθήκη ἐν Ἀθήναις παρὰ τῷ κ. Ἀθανασίῳ Τσατσαράκη, ὁδὸς Ἑρμοῦ. [854, 1292, 1020, 1449]
miracles-ad-big-right: ΤΗΣ ΠΑΝΑΓΙΑΣ [1125, 2218, 1562, 2283]
german-ship-text: ΤΟ ΓΕΡΜΑΝΙΚΟΝ «Berthilde» ἀνθρωπόβιον ἐξῆλθε τῆς δεξαμενῆς τοῦ Ναυστάθμου. [495, 307, 661, 360]
bank-share-value: 105.— [269, 326, 302, 338]
agency-title: ΠΡΑΚΤΟΡΕΙΑ [899, 973, 976, 986]
coins-table [136, 634, 311, 673]
coin-value: 29.20 [273, 647, 302, 659]
storm-title: Η ΘΑΛΑΣΣΟΤΑΡΑΧΗ [320, 603, 477, 620]
coin-row [136, 634, 311, 648]
mail-text: Ἀναχωροῦν σήμερον Σάββατον εἰς Θεσσαλονίκην, Σμύρνην, Καβάλλαν, Πόρτο-Λαγὼ καὶ Δεδεαγάτς (Αὔστρ) 10 π. μ. Εἰς Σύρον ἐν γένει καὶ Ἀμερικὴν (Φλώριο) μεσημβρίαν. Εἰς Ἤπειρον (Φλώριο) 10 π. μ. Εἰς Δαρδανέλλια, Κωνσταντινούπολιν, Θράκην, Βουλγαρίαν, Ρουμανίαν καὶ Ρωσσίαν (Φλωρ) 10 π. μ. Εἰς Θεσσαλονίκην καὶ Σερβίαν (Γουλὴ) 5 μ. μ. [136, 1178, 302, 1362]
company-share-value: 150.— [269, 500, 302, 512]
committee-subtitle: ΕΝΩΠΙΟΝ ΤΟΥ κ. ΥΠΟΥΡΓΟΥ [495, 1261, 661, 1274]
bank-share-label: Τράπεζα Μυτιλήνης [136, 390, 238, 402]
company-share-label: Ὑποθηκευτικοῦ Ἑταιρίας πρὸς [136, 576, 291, 588]
january-banner: ΑΠΟ ΤΗΣ 2 ΙΑΝΟΥΑΡΙΟΥ 1906 [857, 1751, 1017, 1780]
doctor-text: παρ᾿ ἡμῖν ἰατρὸς κ. Ἀρ. Ἀραβαντινὸς προσκληθεὶς ὑπὸ τῶν αὐτόθι ἐπισήμων, ὅπως λάβῃ μέρος εἰς ἰατρικὸν συμβούλιον ἐπισήμου ἀσθενοῦς. Εἰς τὸν ἀγαπητὸν ἰατρὸν εὐχόμεθα καλὴν ἐπάνοδον. [495, 192, 661, 296]
fx-value: 116.75 [267, 708, 302, 720]
bank-share-row [136, 301, 302, 314]
company-share-row [136, 552, 302, 565]
coin-label: Εἰκοσάφραγκον μεταλλικὸν [136, 634, 279, 646]
lanterns-price: Τὰ Φανάρια Εἰς τὰς Βερσαλλίας 4,80 [1048, 720, 1186, 749]
storm-text: Ἕνεκα τῆς τρικυμίας τῶν τελευταίων ἡμερῶν ὑπέρερε μεγάλας τὸ χθὲς καταπλεῦσαν εἰς Πειραιᾶ Βουλγαρικὸν ἀτμόπλοιον «Βάρνα». Κατὰ τὰς ἀφηγήσεις τῶν ἐπιβατῶν τὸ ἀτμόπλοιον τοῦτο κατερχόμενον ἐκ Κωνσταντινουπόλεως ἀπώλεσε ἐκ τῆς καταστροφῆς 200 πρόβατα ἀναφερόμενα ὑπὸ τῶν κυμάτων. [315, 621, 482, 779]
lottery-sig: Εἰς τὸ Κατάστημα Νικηφορίδου Κ. καὶ Εὐστρατίου. Ὁδὸς Ἑρμοῦ 134 [1033, 679, 1201, 718]
coins-heading: ΝΟΜΙΣΜΑΤΑ [182, 620, 256, 633]
council-title: ΤΟ ΣΥΝΕΔΡΙΟΝ [339, 1245, 458, 1262]
bank-share-value: 106.75 [267, 288, 302, 300]
miracles-ad-price: 5 ΛΕΠΤΑ ΤΟ ΦΥΛΛΑΔΙΟΝ [1035, 2283, 1207, 2297]
society-title: ΤΟΥ ΚΟΣΜΟΥ [854, 197, 1020, 220]
fx-row [136, 759, 302, 772]
russian-ship-name: ΤΟ "ΤΣΕΤΣΑΡΕΒΙΤΣ" [340, 360, 457, 373]
masthead [0, 0, 1596, 190]
aspasia-iliopoulou-title: ΑΣΠΑΣΙΑ Ε. ΗΛΙΟΠΟΥΛΟΥ [532, 1517, 624, 1546]
fx-value: 122.— [269, 733, 302, 745]
lottery-line: » 2 » » » » 25 [1033, 639, 1106, 652]
exhibition-text: Ἀπὸ προχθὲς ἤρχισε μικρὰ Ἔκθεσις ἔργων τῶν μαθητριῶν τῆς Ἐπαγγελματικῆς Σχολῆς εἰς τὸ ἐπὶ τῆς ὁδοῦ Πανεπιστημίου ἀρ. 26 γραφεῖα της. Τὰ ἔργα ταῦτα χρησίμως καὶ πρακτικὰ διὰ χρῆσιν κυριῶν, καθίσματα καὶ παιδικὰ καὶ καλλιτεχνικά, κατ᾿ ἐξοχὴν, εἶνε ὡραιότατα καὶ εὐθηνά. Ἡ Ἔκθεσις εἶνε ἀνοικτὴ καθ᾿ ἑκάστην ἀπὸ τὸ πρωῒ ἕως τὸ βράδυ, ὀφείλουν δὲ νὰ τὴν ἐπισκεφθῶσιν ὅλαι αἱ κυρίαι. [1033, 251, 1201, 449]
company-share-value: — [294, 576, 305, 588]
miracles-ad-right-text: Ἀπαραίτητον διὰ πᾶσαν Οἰκογένειαν [1305, 2167, 1503, 2179]
prefect-title: Ο ΝΟΜΑΡΧΗΣ ΚΟΡΙΝΘΙΑΣ [703, 394, 812, 427]
company-share-row [136, 462, 302, 475]
agency-text: Ἐν Ἀθήναις ὁδὸς Ἀθηνᾶς παρὰ τὴν πλατεῖαν Ὁμονοίας. Ἐν Πειραιεῖ πλατεῖα Καραϊσκάκη. [854, 988, 1020, 1040]
divider [854, 1743, 1020, 1746]
company-share-row [136, 424, 302, 437]
bazaar-text: (Στοὰ Ἀρσακείου) 67—Ὁδὸς Πανεπιστημίου 67. Μὲ ἀφιξιν τῶν ἑορτῶν παρασκευάζει τὰ καλλίτερα γλυκίσματα, μελομακάρονα, κουραμπιέδες καὶ τούρτας. [1033, 1371, 1201, 1450]
military-subtitle: ΥΠΟΓΡΑΦΗ ΔΙΑΤΑΓΜΑΤΩΝ [529, 407, 627, 435]
company-shares-table [136, 423, 309, 615]
for-sale-title: ΠΩΛΟΥΝΤΑΙ [882, 1597, 993, 1618]
weather-text: Ἡ θερμοκρασία ἀπὸ τῆς προχθὲς ηὐξήθη ὀλίγον. Θερμοκρασίαι χθὲς τὴν 8 π. μ. ἐν Ἀθήναις 3,4, Πάτραις 4,7, Κερκύρᾳ 4,4, Βόλῳ 2,6, Μεσολογγίῳ 5,3, Σπάρτῃ 4,2, Ἄνδρῳ 6,7, Τριπόλει 0,4 (ὑπὸ τὸ 0). Ἄρτῃ 0,6 (ὑπὸ τὸ 0), Λαρίσσῃ 5,0, Λαρίσσῃ 5,8 (ὑπὸ τὸ 0), Ζακύνθῳ 10,0, Ἀργοστολίῳ 8,2, Κυθήροις 6,8, Πειραιεῖ 10,0, Ἀλεξανδρείᾳ 10,0, Βιέννῃ 0,4 (ὑπὸ τὸ 0), Ῥώμῃ 4,0. Ἡ μεγίστη ἐν Ἀθήναις 8,0 καὶ ἡ ἐλαχίστη 1,0. [136, 946, 302, 1156]
fx-table [136, 708, 302, 772]
school-subtitle: ΤΗΣ ΔΗΜΟΤΙΚΗΣ ΕΚΠΑΙΔΕΥΣΕΩΣ [349, 808, 448, 833]
company-share-row [136, 589, 302, 602]
mine-request-sig: Ἐν Κορίνθῳ τῇ 10η Δεκεμβρίου 1905. Ὁ Νομάρχης Κορινθίας Α. Παπαδάκης [676, 1099, 841, 1138]
shipping-title: ΑΝΑΤΟΛΙΚΗ ΑΤΜΟΠΛΟΪΑ [896, 804, 979, 832]
bazaar-title: ΖΑΧΑΡΟΠΛΑΣΤΕΙΟΝ [1039, 1329, 1195, 1345]
divider [505, 302, 651, 303]
prefect-sig-name: Α. Παπαδάκης [764, 823, 841, 836]
raisin-subtitle: ΤΟΥ ΦΩΤΙΣΜΟΥ ΔΙΑ ΣΤΑΦΙΔΟΣ [162, 2020, 276, 2045]
theatre-title: ΘΕΑΤΡΑ ΚΑΙ ΣΥΝΑΥΛΙΑΙ [140, 1367, 298, 1382]
russian-ship-title: ΝΕΟΝ ΡΩΣΣΙΚΟΝ [333, 315, 464, 332]
mine-request-title: Αἴτησις Κύριου Α. Τριανταφύλλου περὶ παραχωρήσεως μεταλλείου [677, 848, 838, 886]
column-6 [1027, 192, 1207, 2226]
company-share-row [136, 500, 302, 513]
weather-title: Ο ΚΑΙΡΟΣ [187, 913, 251, 928]
russian-ship-title-2: ΕΙΣ ΤΟΝ ΠΕΙΡΑΙΑ [333, 337, 464, 354]
lecture-text: Τὴν προσεχῆ Τρίτην 27ην τρέχοντος μηνὸς καὶ ὥραν 9 μ. μ. ὁ κ. Φιλιππίδης θὰ διαλεχθῇ εἰς τὴν αἴθουσαν τοῦ Συλλόγου «Παρνασσὸς» περὶ τῆς ἐκ τῶν προγόνων ἡμῶν κληρονομίας καὶ τῆς τῶν νεωτέρων ὑποχρεώσεως. Εἴσοδος ἐλευθέρα. [315, 1737, 482, 1856]
company-share-value: 325.— [271, 589, 304, 600]
bank-share-row [136, 377, 314, 391]
fx-label: Ἐπὶ Αὐστρίας [136, 733, 206, 745]
company-share-value: 1250.— [263, 551, 302, 563]
company-share-label: Εταιρ. Δημ. καὶ Δημ. ἔργων [136, 474, 275, 486]
bank-share-value: 104.— [282, 339, 315, 351]
column-1 [130, 192, 338, 2270]
company-share-row [136, 539, 302, 552]
declaration-company: FELICE BISLERI & C [862, 1274, 1012, 1291]
company-share-row [136, 602, 302, 615]
company-share-label: Βιομηχανικοὶ τίτλοι [136, 601, 239, 613]
bank-share-label: Μελιγαλά [136, 301, 188, 313]
miracles-ad-oxi: ΟΧΙ ΜΥΘΙΣΤΟΡΗΜΑ [1359, 2032, 1562, 2088]
fx-row [136, 708, 302, 721]
fx-value: 29.30 [273, 720, 302, 732]
gazette-title: ΕΦΗΜΕΡΙΣ ΤΗΣ ΚΥΒΕΡΝΗΣΕΩΣ [354, 1447, 443, 1472]
theatre-text: ΜΑΝΔΟΛΙΝΑΤΑ. Ὑπὸ τὴν διεύθυνσιν τοῦ ἀρχιμουσικοῦ κ. Κυρ. Μουρμαχῆ ἀπὸ σήμερον Σάββατον εἰς τὸ ξενοδοχεῖον Σεὰν Σιγοῦρον-Κεντρικὴν πλατεῖα Ὁμονοίας. [136, 1384, 302, 1463]
bank-share-value: 107.50 [278, 377, 314, 389]
lottery-line: » 3 » » » » 20 [1033, 652, 1106, 665]
